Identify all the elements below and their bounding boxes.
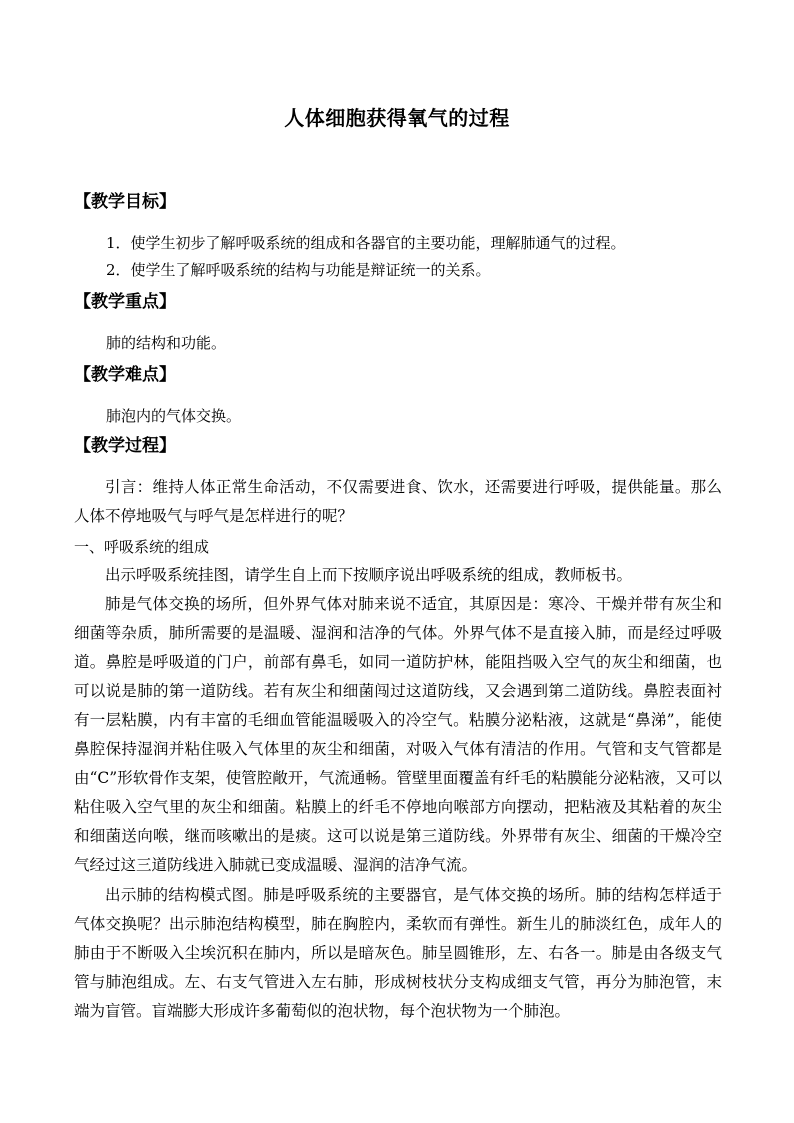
difficulties-text: 肺泡内的气体交换。 [106,407,242,425]
heading-process: 【教学过程】 [74,436,176,456]
heading-key-points: 【教学重点】 [74,292,176,312]
objective-item-1: 1．使学生初步了解呼吸系统的组成和各器官的主要功能，理解肺通气的过程。 [106,234,626,252]
paragraph-wall-chart: 出示呼吸系统挂图，请学生自上而下按顺序说出呼吸系统的组成，教师板书。 [105,566,633,584]
subsection-respiratory-system: 一、呼吸系统的组成 [74,538,210,556]
heading-objectives: 【教学目标】 [74,192,176,212]
document-title: 人体细胞获得氧气的过程 [284,106,510,130]
key-points-text: 肺的结构和功能。 [106,334,227,352]
paragraph-lung-structure: 出示肺的结构模式图。肺是呼吸系统的主要器官，是气体交换的场所。肺的结构怎样适于气体交换呢？出示肺泡结构模型，肺在胸腔内，柔软而有弹性。新生儿的肺淡红色，成年人的肺由于不断吸入尘埃沉积在肺内，所以是暗灰色。肺呈圆锥形，左、右各一。肺是由各级支气管与肺泡组成。左、右支气管进入左右肺，形成树枝状分支构成细支气管，再分为肺泡管，末端为盲管。盲端膨大形成许多葡萄似的泡状物，每个泡状物为一个肺泡。 [74,886,722,1020]
heading-difficulties: 【教学难点】 [74,365,176,385]
objective-item-2: 2．使学生了解呼吸系统的结构与功能是辩证统一的关系。 [106,261,491,279]
process-intro-paragraph: 引言：维持人体正常生命活动，不仅需要进食、饮水，还需要进行呼吸，提供能量。那么人体不停地吸气与呼气是怎样进行的呢？ [74,478,722,525]
paragraph-respiratory-tract: 肺是气体交换的场所，但外界气体对肺来说不适宜，其原因是：寒冷、干燥并带有灰尘和细菌等杂质，肺所需要的是温暖、湿润和洁净的气体。外界气体不是直接入肺，而是经过呼吸道。鼻腔是呼吸道的门户，前部有鼻毛，如同一道防护林，能阻挡吸入空气的灰尘和细菌，也可以说是肺的第一道防线。若有灰尘和细菌闯过这道防线，又会遇到第二道防线。鼻腔表面衬有一层粘膜，内有丰富的毛细血管能温暖吸入的冷空气。粘膜分泌粘液，这就是“鼻涕”，能使鼻腔保持湿润并粘住吸入气体里的灰尘和细菌，对吸入气体有清洁的作用。气管和支气管都是由“C”形软骨作支架，使管腔敞开，气流通畅。管壁里面覆盖有纤毛的粘膜能分泌粘液，又可以粘住吸入空气里的灰尘和细菌。粘膜上的纤毛不停地向喉部方向摆动，把粘液及其粘着的灰尘和细菌送向喉，继而咳嗽出的是痰。这可以说是第三道防线。外界带有灰尘、细菌的干燥冷空气经过这三道防线进入肺就已变成温暖、湿润的洁净气流。 [74,595,722,874]
